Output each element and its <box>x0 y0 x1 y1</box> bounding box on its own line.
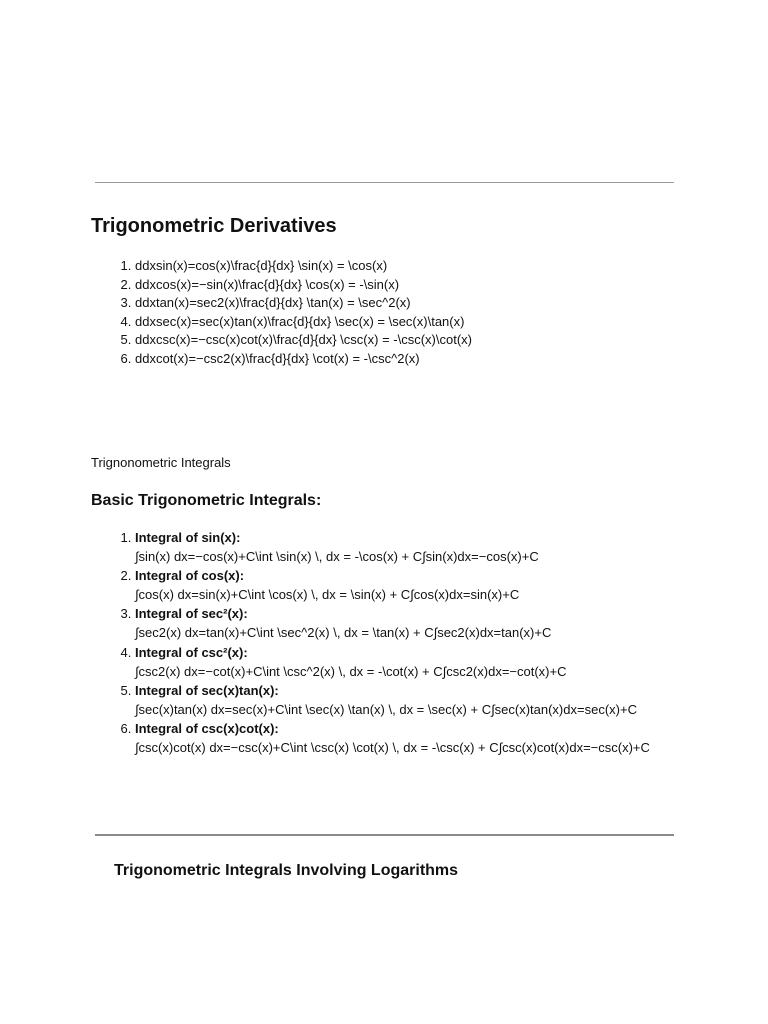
integral-title: 4. Integral of csc²(x): <box>135 644 248 660</box>
integral-item <box>135 643 680 681</box>
bottom-divider <box>95 834 674 836</box>
integral-title: 6. Integral of csc(x)cot(x): <box>135 720 279 736</box>
derivative-item: 2. ddxcos(x)=−sin(x)\frac{d}{dx} \cos(x) = -\sin(x) <box>135 276 472 295</box>
integral-item <box>135 604 680 642</box>
integral-formula: ∫cos(x) dx=sin(x)+C\int \cos(x) \, dx = \sin(x) + C∫cos(x)dx=sin(x)+C <box>135 587 520 603</box>
integrals-label: Trignonometric Integrals <box>91 455 231 470</box>
derivative-item: 1. ddxsin(x)=cos(x)\frac{d}{dx} \sin(x) = \cos(x) <box>135 257 472 276</box>
log-integrals-heading: Trigonometric Integrals Involving Logarithms <box>114 862 459 879</box>
integral-item <box>135 681 680 719</box>
integral-formula: ∫csc(x)cot(x) dx=−csc(x)+C\int \csc(x) \cot(x) \, dx = -\csc(x) + C∫csc(x)cot(x)dx=−csc(x)+C <box>135 740 650 756</box>
top-divider <box>95 182 674 183</box>
integral-formula: ∫sec2(x) dx=tan(x)+C\int \sec^2(x) \, dx = \tan(x) + C∫sec2(x)dx=tan(x)+C <box>135 625 552 641</box>
integral-title: 1. Integral of sin(x): <box>135 530 241 545</box>
derivative-item: 6. ddxcot(x)=−csc2(x)\frac{d}{dx} \cot(x) = -\csc^2(x) <box>135 350 472 369</box>
integral-formula: ∫sec(x)tan(x) dx=sec(x)+C\int \sec(x) \tan(x) \, dx = \sec(x) + C∫sec(x)tan(x)dx=sec(x)+C <box>135 701 637 717</box>
derivative-item: 4. ddxsec(x)=sec(x)tan(x)\frac{d}{dx} \sec(x) = \sec(x)\tan(x) <box>135 313 472 332</box>
integral-item <box>135 566 680 604</box>
integral-title: 3. Integral of sec²(x): <box>135 606 248 622</box>
integral-formula: ∫csc2(x) dx=−cot(x)+C\int \csc^2(x) \, dx = -\cot(x) + C∫csc2(x)dx=−cot(x)+C <box>135 663 567 679</box>
basic-integrals-list <box>107 528 680 757</box>
derivatives-list <box>107 257 472 369</box>
integral-item <box>135 719 680 757</box>
integral-formula: ∫sin(x) dx=−cos(x)+C\int \sin(x) \, dx = -\cos(x) + C∫sin(x)dx=−cos(x)+C <box>135 549 539 565</box>
basic-integrals-heading: Basic Trigonometric Integrals: <box>91 492 322 509</box>
integral-title: 2. Integral of cos(x): <box>135 568 245 584</box>
derivative-item: 3. ddxtan(x)=sec2(x)\frac{d}{dx} \tan(x) = \sec^2(x) <box>135 294 472 313</box>
derivative-item: 5. ddxcsc(x)=−csc(x)cot(x)\frac{d}{dx} \csc(x) = -\csc(x)\cot(x) <box>135 331 472 350</box>
derivatives-heading: Trigonometric Derivatives <box>91 215 337 237</box>
integral-title: 5. Integral of sec(x)tan(x): <box>135 682 279 698</box>
integral-item <box>135 528 680 566</box>
